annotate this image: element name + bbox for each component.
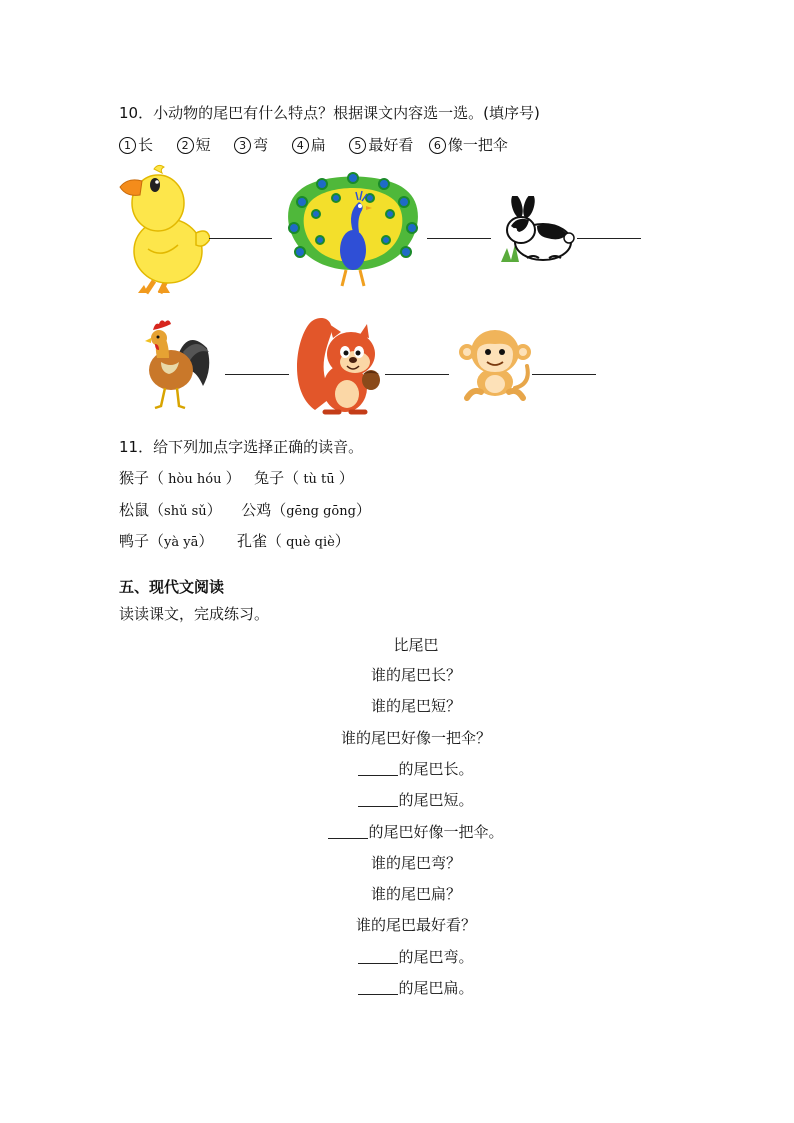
poem-answer-blank[interactable] xyxy=(358,980,398,995)
answer-blank-rabbit[interactable] xyxy=(577,238,641,239)
section-5-title: 五、现代文阅读 xyxy=(119,578,225,596)
poem-title: 比尾巴 xyxy=(393,636,439,654)
answer-blank-squirrel[interactable] xyxy=(385,374,449,375)
answer-blank-duck[interactable] xyxy=(209,238,272,239)
poem-line-text: 谁的尾巴长？ xyxy=(370,666,461,684)
option-1: 1 长 xyxy=(119,136,153,154)
poem-answer-blank[interactable] xyxy=(358,792,398,807)
rabbit-icon xyxy=(497,196,577,266)
poem-line-text: 的尾巴扁。 xyxy=(398,979,474,997)
pinyin-row-3: 鸭子（yà yā） 孔雀（ què qiè） xyxy=(119,532,350,550)
poem-line-fill-blank xyxy=(0,977,794,998)
poem-line-text: 谁的尾巴弯？ xyxy=(370,854,461,872)
answer-blank-rooster[interactable] xyxy=(225,374,289,375)
answer-blank-peacock[interactable] xyxy=(427,238,491,239)
poem-line-text: 谁的尾巴好像一把伞？ xyxy=(340,729,491,747)
poem-line-text: 谁的尾巴短？ xyxy=(370,697,461,715)
option-2: 2 短 xyxy=(177,136,211,154)
rooster-icon xyxy=(137,318,213,410)
poem-line-fill-blank xyxy=(0,758,794,779)
option-3: 3 弯 xyxy=(234,136,268,154)
pinyin-row-2: 松鼠（shǔ sǔ） 公鸡（gēng gōng） xyxy=(119,501,371,519)
poem-line-text: 谁的尾巴扁？ xyxy=(370,885,461,903)
option-4: 4 扁 xyxy=(292,136,326,154)
word-rabbit: 兔子 xyxy=(254,469,285,487)
squirrel-icon xyxy=(295,312,383,418)
word-monkey: 猴子 xyxy=(119,469,150,487)
question-11-title: 11．给下列加点字选择正确的读音。 xyxy=(119,438,364,456)
poem-answer-blank[interactable] xyxy=(328,824,368,839)
poem-line-text: 的尾巴弯。 xyxy=(398,948,474,966)
options-row xyxy=(119,134,508,155)
pinyin-row-1: 猴子（ hòu hóu ） 兔子（ tù tū ） xyxy=(119,469,354,487)
word-squirrel: 松鼠 xyxy=(119,501,150,519)
word-duck: 鸭子 xyxy=(119,532,150,550)
poem-line xyxy=(0,695,794,716)
poem-line-fill-blank xyxy=(0,789,794,810)
poem-line xyxy=(0,852,794,873)
question-10-title: 10．小动物的尾巴有什么特点？根据课文内容选一选。(填序号) xyxy=(119,104,540,122)
option-5: 5 最好看 xyxy=(349,136,413,154)
poem-line xyxy=(0,914,794,935)
pinyin-choice-peacock[interactable]: què qiè xyxy=(281,535,335,550)
pinyin-choice-monkey[interactable]: hòu hóu xyxy=(164,472,226,487)
poem-answer-blank[interactable] xyxy=(358,761,398,776)
poem-line xyxy=(0,883,794,904)
poem-line-fill-blank xyxy=(0,946,794,967)
poem-line-text: 的尾巴好像一把伞。 xyxy=(368,823,504,841)
poem-line-text: 的尾巴长。 xyxy=(398,760,474,778)
pinyin-choice-duck[interactable]: yà yā xyxy=(164,535,199,550)
poem-line-text: 谁的尾巴最好看？ xyxy=(355,916,476,934)
poem-line xyxy=(0,664,794,685)
poem-line-text: 的尾巴短。 xyxy=(398,791,474,809)
pinyin-choice-rabbit[interactable]: tù tū xyxy=(299,472,339,487)
peacock-icon xyxy=(280,170,426,288)
word-rooster: 公鸡 xyxy=(241,501,272,519)
section-5-instruction: 读读课文，完成练习。 xyxy=(119,605,270,623)
monkey-icon xyxy=(455,328,531,402)
answer-blank-monkey[interactable] xyxy=(532,374,596,375)
pinyin-choice-squirrel[interactable]: shǔ sǔ xyxy=(164,504,207,519)
word-peacock: 孔雀 xyxy=(236,532,267,550)
option-6: 6 像一把伞 xyxy=(429,136,508,154)
poem-line xyxy=(0,727,794,748)
duck-icon xyxy=(118,163,210,298)
pinyin-choice-rooster[interactable]: gēng gōng xyxy=(286,504,356,519)
poem-line-fill-blank xyxy=(0,821,794,842)
poem-answer-blank[interactable] xyxy=(358,949,398,964)
